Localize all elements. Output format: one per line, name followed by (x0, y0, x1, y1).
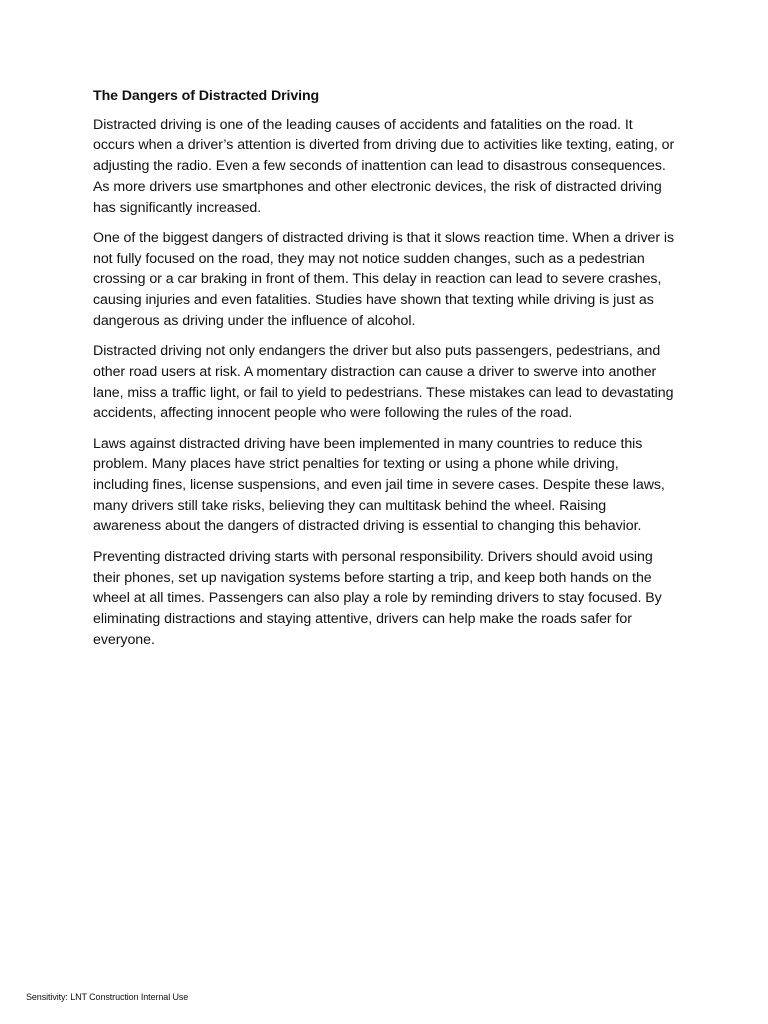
paragraph-2: One of the biggest dangers of distracted driving is that it slows reaction time. When a driver is not fully focused on the road, they may not notice sudden changes, such as a pedestrian crossing or a car braking in front of them. This delay in reaction can lead to severe crashes, causing injuries and even fatalities. Studies have shown that texting while driving is just as dangerous as driving under the influence of alcohol. (93, 229, 675, 329)
paragraph-1: Distracted driving is one of the leading causes of accidents and fatalities on the road. It occurs when a driver’s attention is diverted from driving due to activities like texting, eating, or adjusting the radio. Even a few seconds of inattention can lead to disastrous consequences. As more drivers use smartphones and other electronic devices, the risk of distracted driving has significantly increased. (93, 116, 675, 216)
document-title: The Dangers of Distracted Driving (93, 88, 320, 104)
document-body (93, 86, 675, 660)
paragraph-3: Distracted driving not only endangers the driver but also puts passengers, pedestrians, and other road users at risk. A momentary distraction can cause a driver to swerve into another lane, miss a traffic light, or fail to yield to pedestrians. These mistakes can lead to devastating accidents, affecting innocent people who were following the rules of the road. (93, 343, 674, 422)
paragraph-4: Laws against distracted driving have been implemented in many countries to reduce this problem. Many places have strict penalties for texting or using a phone while driving, including fines, license suspensions, and even jail time in severe cases. Despite these laws, many drivers still take risks, believing they can multitask behind the wheel. Raising awareness about the dangers of distracted driving is essential to changing this behavior. (93, 435, 665, 535)
sensitivity-label: Sensitivity: LNT Construction Internal Use (26, 992, 189, 1002)
paragraph-5: Preventing distracted driving starts with personal responsibility. Drivers should avoid using their phones, set up navigation systems before starting a trip, and keep both hands on the wheel at all times. Passengers can also play a role by reminding drivers to stay focused. By eliminating distractions and staying attentive, drivers can help make the roads safer for everyone. (93, 548, 662, 648)
